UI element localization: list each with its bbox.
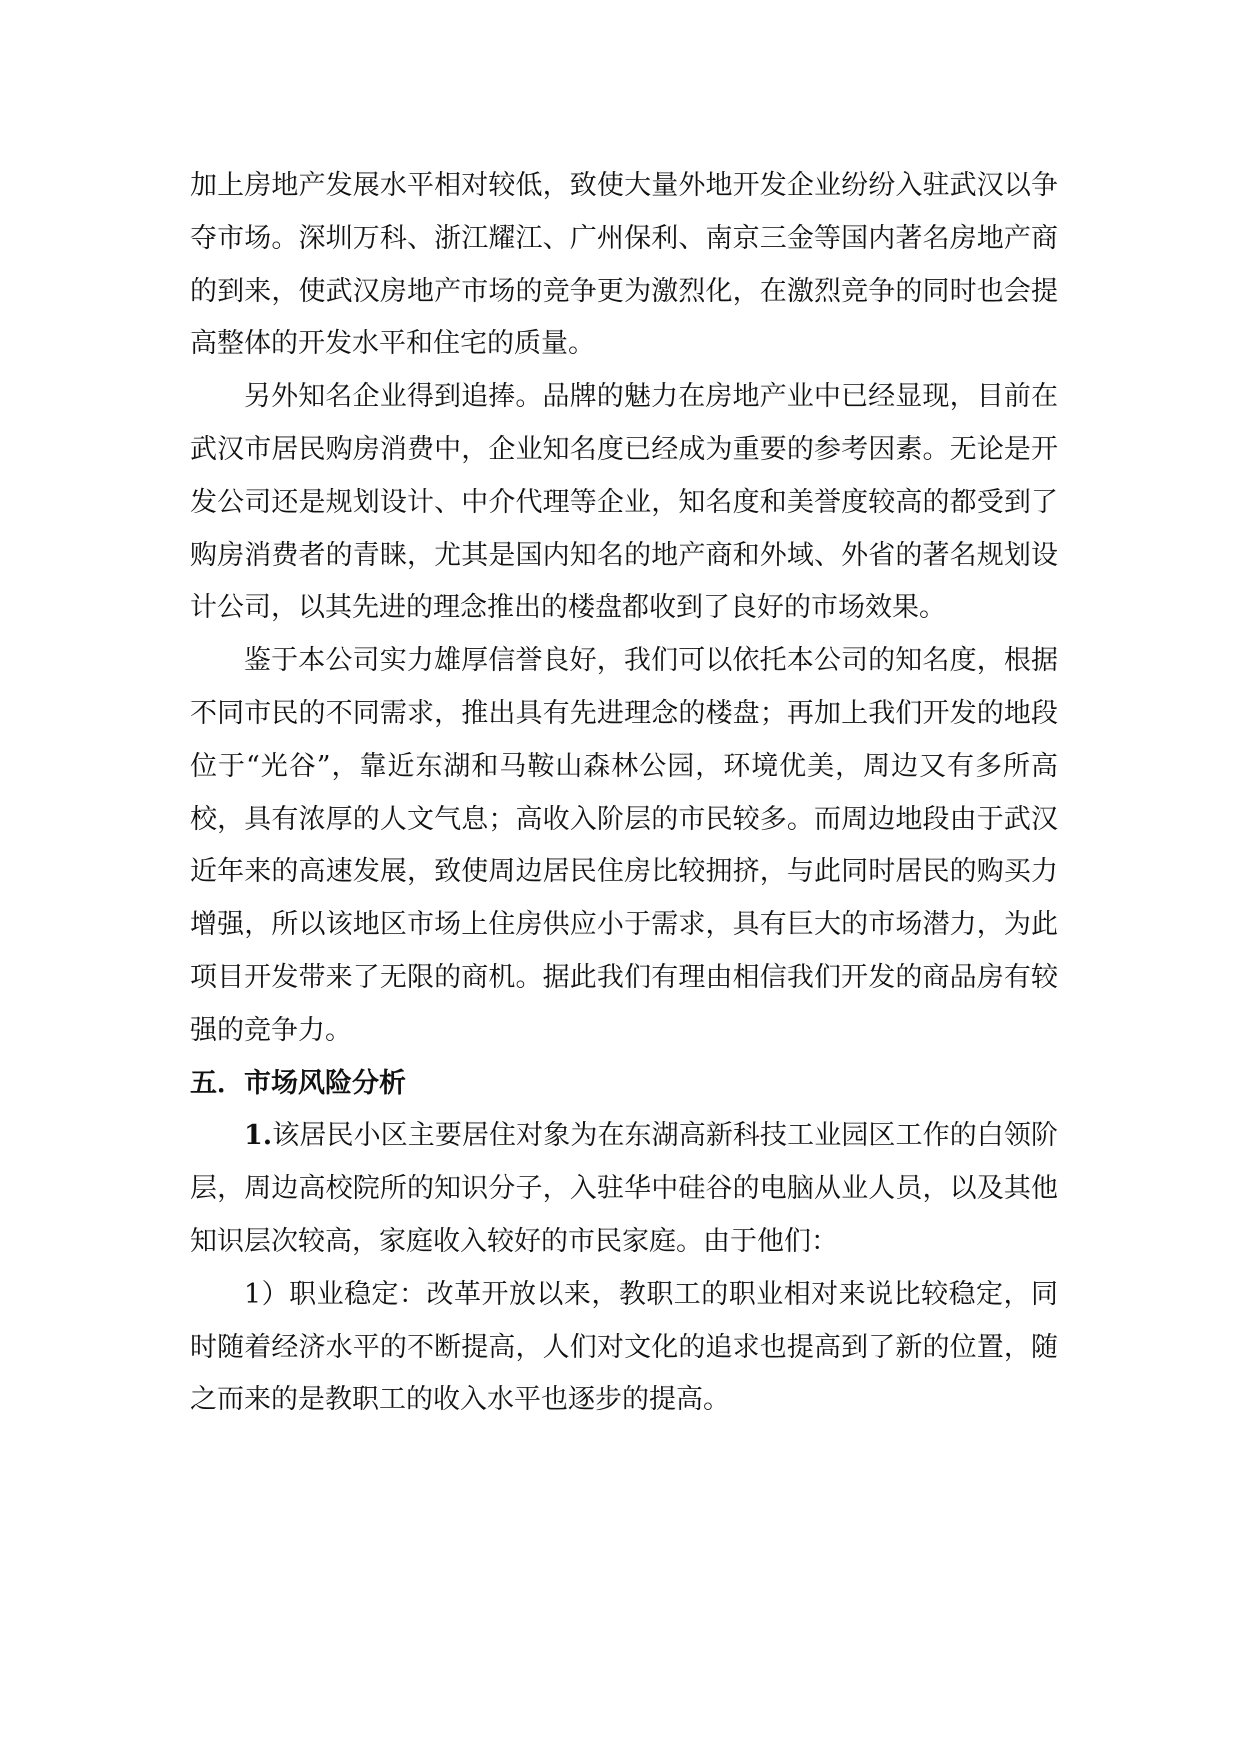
section-heading: 五．市场风险分析 bbox=[190, 1067, 406, 1099]
item-text: 该居民小区主要居住对象为在东湖高新科技工业园区工作的白领阶层，周边高校院所的知识分子，入驻华中硅谷的电脑从业人员，以及其他知识层次较高，家庭收入较好的市民家庭。由于他们： bbox=[190, 1120, 1058, 1257]
paragraph-continuation: 加上房地产发展水平相对较低，致使大量外地开发企业纷纷入驻武汉以争夺市场。深圳万科、浙江耀江、广州保利、南京三金等国内著名房地产商的到来，使武汉房地产市场的竞争更为激烈化，在激烈竞争的同时也会提高整体的开发水平和住宅的质量。 bbox=[190, 170, 1058, 360]
sub-item-1: 1）职业稳定：改革开放以来，教职工的职业相对来说比较稳定，同时随着经济水平的不断提高，人们对文化的追求也提高到了新的位置，随之而来的是教职工的收入水平也逐步的提高。 bbox=[190, 1278, 1058, 1416]
document-body bbox=[190, 160, 1058, 1427]
numbered-item-1 bbox=[190, 1110, 1058, 1268]
paragraph-brand-appeal: 另外知名企业得到追捧。品牌的魅力在房地产业中已经显现，目前在武汉市居民购房消费中，企业知名度已经成为重要的参考因素。无论是开发公司还是规划设计、中介代理等企业，知名度和美誉度较高的都受到了购房消费者的青睐，尤其是国内知名的地产商和外域、外省的著名规划设计公司，以其先进的理念推出的楼盘都收到了良好的市场效果。 bbox=[190, 381, 1058, 624]
paragraph-company-advantage: 鉴于本公司实力雄厚信誉良好，我们可以依托本公司的知名度，根据不同市民的不同需求，推出具有先进理念的楼盘；再加上我们开发的地段位于“光谷”，靠近东湖和马鞍山森林公园，环境优美，周边又有多所高校，具有浓厚的人文气息；高收入阶层的市民较多。而周边地段由于武汉近年来的高速发展，致使周边居民住房比较拥挤，与此同时居民的购买力增强，所以该地区市场上住房供应小于需求，具有巨大的市场潜力，为此项目开发带来了无限的商机。据此我们有理由相信我们开发的商品房有较强的竞争力。 bbox=[190, 645, 1058, 1046]
item-number: 1. bbox=[244, 1120, 273, 1152]
